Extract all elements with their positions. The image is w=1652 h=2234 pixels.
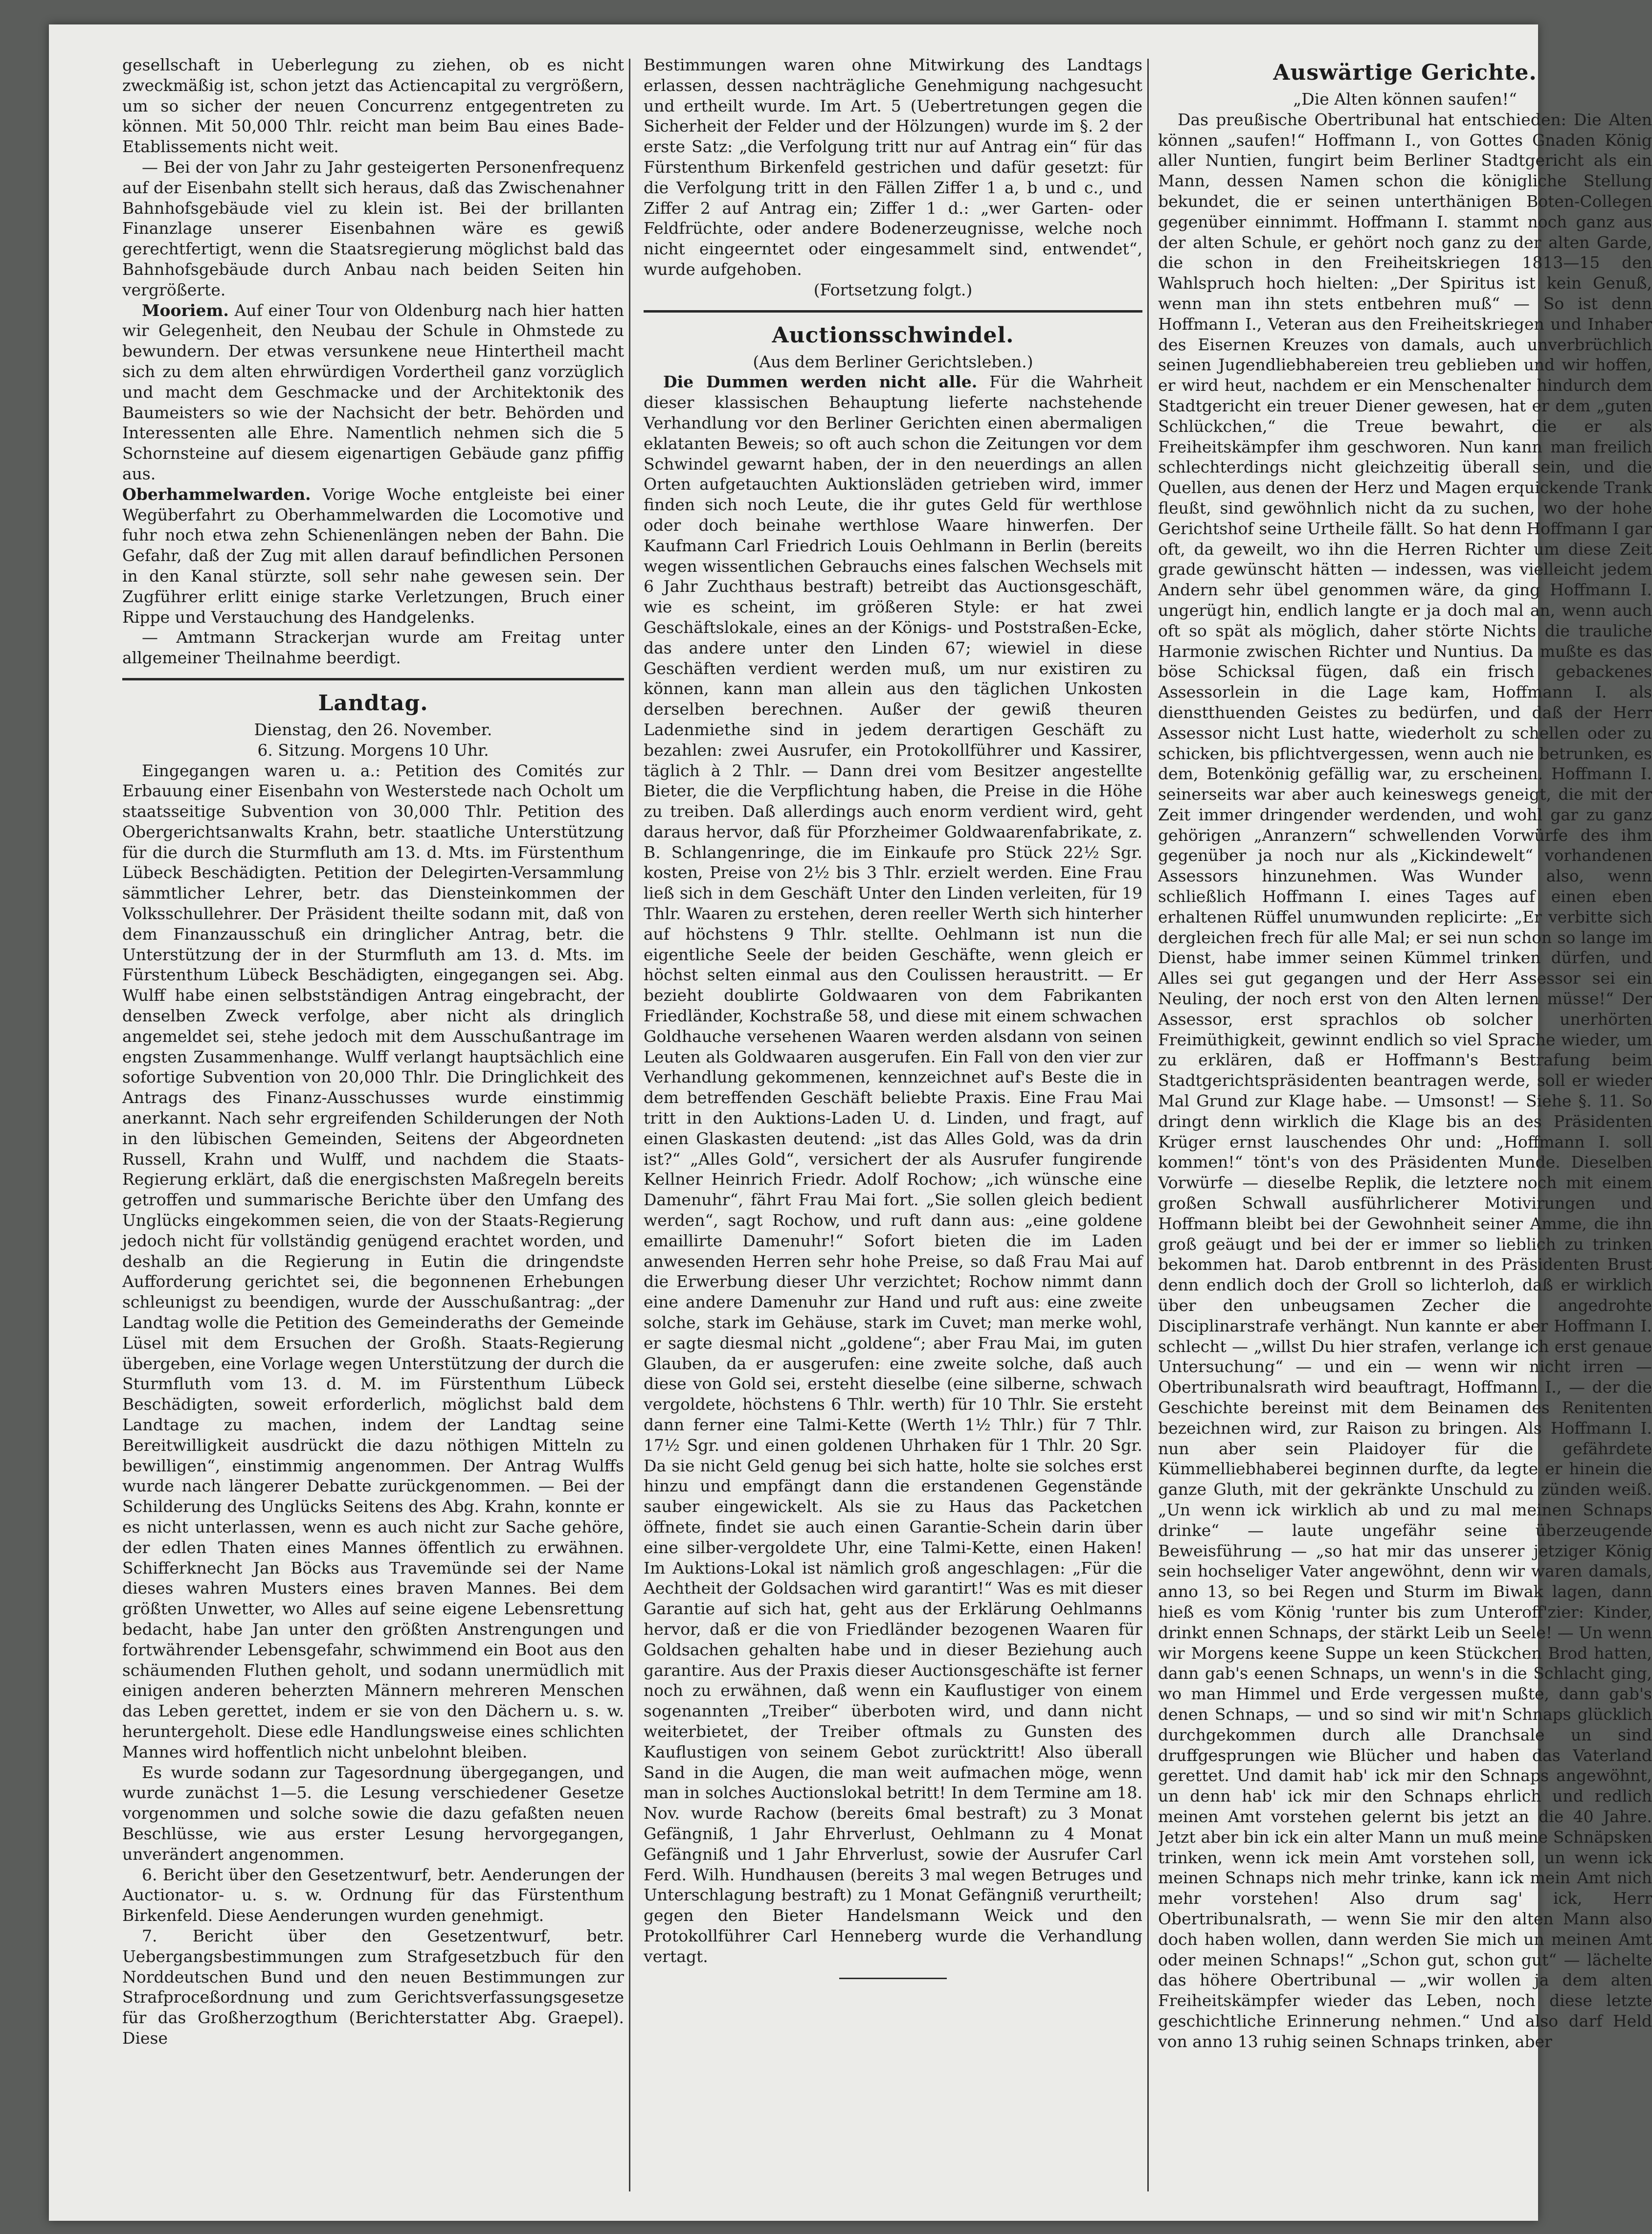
column-right <box>1158 55 1652 2197</box>
article-paragraph: Eingegangen waren u. a.: Petition des Comités zur Erbauung einer Eisenbahn von Westerstede nach Ocholt um staatsseitige Subvention von 30,000 Thlr. Petition des Obergerichtsanwalts Krahn, betr. staatliche Unterstützung für die durch die Sturmfluth am 13. d. Mts. im Fürstenthum Lübeck Beschädigten. Petition der Delegirten-Versammlung sämmtlicher Lehrer, betr. das Diensteinkommen der Volksschullehrer. Der Präsident theilte sodann mit, daß von dem Finanzausschuß ein dringlicher Antrag, betr. die Unterstützung der in der Sturmfluth am 13. d. Mts. im Fürstenthum Lübeck Beschädigten, eingegangen sei. Abg. Wulff habe einen selbstständigen Antrag eingebracht, der denselben Zweck verfolge, aber nicht als dringlich angemeldet sei, stehe jedoch mit dem Ausschußantrage im engsten Zusammenhange. Wulff verlangt hauptsächlich eine sofortige Subvention von 20,000 Thlr. Die Dringlichkeit des Antrags des Finanz-Ausschusses wurde einstimmig anerkannt. Nach sehr ergreifenden Schilderungen der Noth in den lübischen Gemeinden, Seitens der Abgeordneten Russell, Krahn und Wulff, und nachdem die Staats-Regierung erklärt, daß die energischsten Maßregeln bereits getroffen und summarische Berichte über den Umfang des Unglücks eingekommen seien, die von der Staats-Regierung jedoch nicht für vollständig genügend erachtet worden, und deshalb an die Regierung in Eutin die dringendste Aufforderung gerichtet sei, die begonnenen Erhebungen schleunigst zu beendigen, wurde der Ausschußantrag: „der Landtag wolle die Petition des Gemeinderaths der Gemeinde Lüsel mit dem Ersuchen der Großh. Staats-Regierung übergeben, eine Vorlage wegen Unterstützung der durch die Sturmfluth vom 13. d. M. im Fürstenthum Lübeck Beschädigten, soweit erforderlich, möglichst bald dem Landtage zu machen, indem der Landtag seine Bereitwilligkeit ausdrückt die dazu nöthigen Mitteln zu bewilligen“, einstimmig angenommen. Der Antrag Wulffs wurde nach längerer Debatte zurückgenommen. — Bei der Schilderung des Unglücks Seitens des Abg. Krahn, konnte er es nicht unterlassen, wenn es auch nicht zur Sache gehöre, der edlen Thaten eines Mannes öffentlich zu erwähnen. Schifferknecht Jan Böcks aus Travemünde sei der Name dieses wahren Musters eines braven Mannes. Bei dem größten Unwetter, wo Alles auf seine eigene Lebensrettung bedacht, habe Jan unter den größten Anstrengungen und fortwährender Lebensgefahr, schwimmend ein Boot aus den schäumenden Fluthen geholt, und sodann unermüdlich mit einigen anderen beherzten Männern mehreren Menschen das Leben gerettet, indem er sie von den Dächern u. s. w. heruntergeholt. Diese edle Handlungsweise eines schlichten Mannes wird hoffentlich nicht unbelohnt bleiben. <box>122 761 624 1761</box>
place-heading: Oberhammelwarden. <box>122 484 311 504</box>
article-paragraph: — Amtmann Strackerjan wurde am Freitag unter allgemeiner Theilnahme beerdigt. <box>122 628 624 668</box>
newspaper-page <box>49 24 1652 2221</box>
article-paragraph: — Bei der von Jahr zu Jahr gesteigerten Personenfrequenz auf der Eisenbahn stellt sich heraus, daß das Zwischenahner Bahnhofsgebäude viel zu klein ist. Bei der brillanten Finanzlage unserer Eisenbahnen wäre es gewiß gerechtfertigt, wenn die Staatsregierung möglichst bald das Bahnhofsgebäude durch Anbau nach beiden Seiten hin vergrößerte. <box>122 157 624 299</box>
article-paragraph: Die Dummen werden nicht alle. Für die Wahrheit dieser klassischen Behauptung lieferte nachstehende Verhandlung vor den Berliner Gerichten einen abermaligen eklatanten Beweis; so oft auch schon die Zeitungen vor dem Schwindel gewarnt haben, der in den neuerdings an allen Orten aufgetauchten Auktionsläden getrieben wird, immer finden sich noch Leute, die ihr gutes Geld für werthlose oder doch beinahe werthlose Waare hinwerfen. Der Kaufmann Carl Friedrich Louis Oehlmann in Berlin (bereits wegen wissentlichen Gebrauchs eines falschen Wechsels mit 6 Jahr Zuchthaus bestraft) betreibt das Auctionsgeschäft, wie es scheint, im größeren Style: er hat zwei Geschäftslokale, eines an der Königs- und Poststraßen-Ecke, das andere unter den Linden 67; wiewiel in diese Geschäften verdient werden muß, um nur existiren zu können, kann man allein aus den täglichen Unkosten derselben berechnen. Außer der gewiß theuren Ladenmiethe sind in jedem derartigen Geschäft zu bezahlen: zwei Ausrufer, ein Protokollführer und Kassirer, täglich à 2 Thlr. — Dann drei vom Besitzer angestellte Bieter, die die Verpflichtung haben, die Preise in die Höhe zu treiben. Daß allerdings auch enorm verdient wird, geht daraus hervor, daß für Pforzheimer Goldwaarenfabrikate, z. B. Schlangenringe, die im Einkaufe pro Stück 22½ Sgr. kosten, Preise von 2½ bis 3 Thlr. erzielt werden. Eine Frau ließ sich in dem Geschäft Unter den Linden verleiten, für 19 Thlr. Waaren zu erstehen, deren reeller Werth sich hinterher auf höchstens 9 Thlr. stellte. Oehlmann ist nun die eigentliche Seele der beiden Geschäfte, wenn gleich er höchst selten einmal aus den Coulissen heraustritt. — Er bezieht doublirte Goldwaaren von dem Fabrikanten Friedländer, Kochstraße 58, und diese mit einem schwachen Goldhauche versehenen Waaren werden alsdann von seinen Leuten als Goldwaaren ausgerufen. Ein Fall von den vier zur Verhandlung gekommenen, kennzeichnet auf's Beste die in dem betreffenden Geschäft beliebte Praxis. Eine Frau Mai tritt in den Auktions-Laden U. d. Linden, und fragt, auf einen Glaskasten deutend: „ist das Alles Gold, was da drin ist?“ „Alles Gold“, versichert der als Ausrufer fungirende Kellner Heinrich Friedr. Adolf Rochow; „ich wünsche eine Damenuhr“, fährt Frau Mai fort. „Sie sollen gleich bedient werden“, sagt Rochow, und ruft dann aus: „eine goldene emaillirte Damenuhr!“ Sofort bieten die im Laden anwesenden Herren sehr hohe Preise, so daß Frau Mai auf die Erwerbung dieser Uhr verzichtet; Rochow nimmt dann eine andere Damenuhr zur Hand und ruft aus: eine zweite solche, stark im Gehäuse, stark im Cuvet; man merke wohl, er sagte diesmal nicht „goldene“; aber Frau Mai, im guten Glauben, da er ausgerufen: eine zweite solche, daß auch diese von Gold sei, ersteht dieselbe (eine silberne, schwach vergoldete, höchstens 6 Thlr. werth) für 10 Thlr. Sie ersteht dann ferner eine Talmi-Kette (Werth 1½ Thlr.) für 7 Thlr. 17½ Sgr. und einen goldenen Uhrhaken für 1 Thlr. 20 Sgr. Da sie nicht Geld genug bei sich hatte, holte sie solches erst hinzu und empfängt dann die erstandenen Gegenstände sauber eingewickelt. Als sie zu Haus das Packetchen öffnete, findet sie auch einen Garantie-Schein darin über eine silber-vergoldete Uhr, eine Talmi-Kette, einen Haken! Im Auktions-Lokal ist nämlich groß angeschlagen: „Für die Aechtheit der Goldsachen wird garantirt!“ Was es mit dieser Garantie auf sich hat, geht aus der Erklärung Oehlmanns hervor, daß er die von Friedländer bezogenen Waaren für Goldsachen gehalten habe und in dieser Beziehung auch garantire. Aus der Praxis dieser Auctionsgeschäfte ist ferner noch zu erwähnen, daß wenn ein Kauflustiger von einem sogenannten „Treiber“ überboten wird, und dann nicht weiterbietet, der Treiber oftmals zu Gunsten des Kauflustigen von seinem Gebot zurücktritt! Also überall Sand in die Augen, die man weit aufmachen möge, wenn man in solches Auctionslokal betritt! In dem Termine am 18. Nov. wurde Rachow (bereits 6mal bestraft) zu 3 Monat Gefängniß, 1 Jahr Ehrverlust, Oehlmann zu 4 Monat Gefängniß und 1 Jahr Ehrverlust, sowie der Ausrufer Carl Ferd. Wilh. Hundhausen (bereits 3 mal wegen Betruges und Unterschlagung bestraft) zu 1 Monat Gefängniß verurtheilt; gegen den Bieter Handelsmann Weick und den Protokollführer Carl Henneberg wurde die Verhandlung vertagt. <box>644 372 1142 1966</box>
section-divider <box>644 310 1142 313</box>
session-date: Dienstag, den 26. November. <box>254 720 492 739</box>
end-divider <box>839 1978 947 1979</box>
section-heading-auctionsschwindel: Auctionsschwindel. <box>772 322 1014 348</box>
article-paragraph: Oberhammelwarden. Vorige Woche entgleiste bei einer Wegüberfahrt zu Oberhammelwarden die Locomotive und fuhr noch etwa zehn Schienenlängen neben der Bahn. Die Gefahr, daß der Zug mit allen darauf befindlichen Personen in den Kanal stürzte, soll sehr nahe gewesen sein. Der Zugführer erlitt einige starke Verletzungen, Bruch einer Rippe und Verstauchung des Handgelenks. <box>122 484 624 627</box>
article-paragraph: Mooriem. Auf einer Tour von Oldenburg nach hier hatten wir Gelegenheit, den Neubau der Schule in Ohmstede zu bewundern. Der etwas versunkene neue Hintertheil macht sich zu dem alten ehrwürdigen Vordertheil ganz vorzüglich und macht dem Geschmacke und der Architektonik des Baumeisters so wie der Nachsicht der betr. Behörden und Interessenten alle Ehre. Namentlich nehmen sich die 5 Schornsteine auf diesem eigenartigen Gebäude ganz pfiffig aus. <box>122 300 624 483</box>
column-left <box>122 55 624 2197</box>
column-rule <box>629 59 630 2191</box>
section-subheading: (Aus dem Berliner Gerichtsleben.) <box>753 352 1033 371</box>
continuation-note: (Fortsetzung folgt.) <box>813 280 973 299</box>
section-subheading: „Die Alten können saufen!“ <box>1293 90 1517 109</box>
article-paragraph: Es wurde sodann zur Tagesordnung übergegangen, und wurde zunächst 1—5. die Lesung verschiedener Gesetze vorgenommen und solche sowie die dazu gefaßten neuen Beschlüsse, wie aus erster Lesung hervorgegangen, unverändert angenommen. <box>122 1762 624 1864</box>
section-heading-auswaertige-gerichte: Auswärtige Gerichte. <box>1273 60 1537 85</box>
article-paragraph: Das preußische Obertribunal hat entschieden: Die Alten können „saufen!“ Hoffmann I., von Gottes Gnaden König aller Nuntien, fungirt beim Berliner Stadtgericht als ein Mann, dessen Namen schon die königliche Stellung bekundet, die er seinen unterthänigen Boten-Collegen gegenüber einnimmt. Hoffmann I. stammt noch ganz aus der alten Schule, er gehört noch ganz zu der alten Garde, die schon in den Freiheitskriegen 1813—15 den Wahlspruch hoch hielten: „Der Spiritus ist kein Genuß, wenn man ihn stets entbehren muß“ — So ist denn Hoffmann I., Veteran aus den Freiheitskriegen und Inhaber des Eisernen Kreuzes von damals, auch unverbrüchlich seinen Jugendliebhabereien treu geblieben und wir hoffen, er wird heut, nachdem er ein Menschenalter hindurch dem Stadtgericht ein treuer Diener gewesen, hat er dem „guten Schlückchen,“ die Treue bewahrt, die er als Freiheitskämpfer ihm geschworen. Nun kann man freilich schlechterdings nicht gleichzeitig überall sein, und die Quellen, aus denen der Herz und Magen erquickende Trank fleußt, sind gewöhnlich nicht da zu suchen, wo der hohe Gerichtshof seine Urtheile fällt. So hat denn Hoffmann I gar oft, da geweilt, wo ihn die Herren Richter um diese Zeit grade gewünscht hätten — indessen, was vielleicht jedem Andern sehr übel genommen wäre, da ging Hoffmann I. ungerügt hin, endlich langte er ja doch mal an, wenn auch oft so spät als möglich, daher störte Nichts die trauliche Harmonie zwischen Richter und Nuntius. Da mußte es das böse Schicksal fügen, daß ein frisch gebackenes Assessorlein in die Lage kam, Hoffmann I. als dienstthuenden Geistes zu bedürfen, und daß der Herr Assessor nicht Lust hatte, wiederholt zu schellen oder zu schicken, bis pflichtvergessen, wenn auch nie betrunken, es dem, Botenkönig gefällig war, zu erscheinen. Hoffmann I. seinerseits war aber auch keineswegs geneigt, die mit der Zeit immer dringender werdenden, und wohl gar zu ganz gehörigen „Anranzern“ schwellenden Vorwürfe des ihm gegenüber ja noch nur als „Kickindewelt“ vorhandenen Assessors hinzunehmen. Was Wunder also, wenn schließlich Hoffmann I. eines Tages auf einen eben erhaltenen Rüffel unumwunden replicirte: „Er verbitte sich dergleichen frech für alle Mal; er sei nun schon so lange im Dienst, habe immer seinen Kümmel trinken dürfen, und Alles sei gut gegangen und der Herr Assessor sei ein Neuling, der noch erst von den Alten lernen müsse!“ Der Assessor, erst sprachlos ob solcher unerhörten Freimüthigkeit, gewinnt endlich so viel Sprache wieder, um zu erklären, daß er Hoffmann's Bestrafung beim Stadtgerichtspräsidenten beantragen werde, soll er wieder Mal Grund zur Klage habe. — Umsonst! — Siehe §. 11. So dringt denn wirklich die Klage bis an des Präsidenten Krüger ernst lauschendes Ohr und: „Hoffmann I. soll kommen!“ tönt's von des Präsidenten Munde. Dieselben Vorwürfe — dieselbe Replik, die letztere noch mit einem großen Schwall ausführlicherer Motivirungen und Hoffmann bleibt bei der Gewohnheit seiner Amme, die ihn groß geäugt und bei der er immer so lieblich zu trinken bekommen hat. Darob entbrennt in des Präsidenten Brust denn endlich doch der Groll so lichterloh, daß er wirklich über den unbeugsamen Zecher die angedrohte Disciplinarstrafe verhängt. Nun kannte er aber Hoffmann I. schlecht — „willst Du hier strafen, verlange ich erst genaue Untersuchung“ — und ein — wenn wir nicht irren — Obertribunalsrath wird beauftragt, Hoffmann I., — der die Geschichte bereinst mit dem Beinamen des Renitenten bezeichnen wird, zur Raison zu bringen. Als Hoffmann I. nun aber sein Plaidoyer für die gefährdete Kümmelliebhaberei beginnen durfte, da legte er hinein die ganze Gluth, mit der gekränkte Unschuld zu zünden weiß. „Un wenn ick wirklich ab und zu mal meinen Schnaps drinke“ — laute ungefähr seine überzeugende Beweisführung — „so hat mir das unserer jetziger König sein hochseliger Vater angewöhnt, denn wir waren damals, anno 13, so bei Regen und Sturm im Biwak lagen, dann hieß es vom König 'runter bis zum Unteroff'zier: Kinder, drinkt ennen Schnaps, der stärkt Leib un Seele! — Un wenn wir Morgens keene Suppe un keen Stückchen Brod hatten, dann gab's eenen Schnaps, un wenn's in die Schlacht ging, wo man Himmel und Erde vergessen mußte, dann gab's denen Schnaps, — und so sind wir mit'n Schnaps glücklich durchgekommen durch alle Dranchsale un sind druffgesprungen wie Blücher und haben das Vaterland gerettet. Und damit hab' ick mir den Schnaps angewöhnt, un denn hab' ick mir den Schnaps ehrlich und redlich meinen Amt vorstehen gelernt bis jetzt an die 40 Jahre. Jetzt aber bin ick ein alter Mann un muß meine Schnäpsken trinken, wenn ick mein Amt vorstehen soll, un wenn ick meinen Schnaps nich mehr trinke, kann ick mein Amt nich mehr vorstehen! Also drum sag' ick, Herr Obertribunalsrath, — wenn Sie mir den alten Mann also doch haben wollen, dann werden Sie mich un meinen Amt oder meinen Schnaps!“ „Schon gut, schon gut“ — lächelte das höhere Obertribunal — „wir wollen ja dem alten Freiheitskämpfer wieder das Leben, noch diese letzte geschichtliche Erinnerung nehmen.“ Und also darf Held von anno 13 ruhig seinen Schnaps trinken, aber <box>1158 110 1652 2051</box>
section-divider <box>122 678 624 680</box>
column-rule <box>1147 59 1149 2191</box>
lead-phrase: Die Dummen werden nicht alle. <box>663 372 978 392</box>
place-heading: Mooriem. <box>142 300 229 320</box>
article-paragraph: 6. Bericht über den Gesetzentwurf, betr. Aenderungen der Auctionator- u. s. w. Ordnung für das Fürstenthum Birkenfeld. Diese Aenderungen wurden genehmigt. <box>122 1865 624 1925</box>
section-heading-landtag: Landtag. <box>318 690 428 716</box>
article-paragraph: Bestimmungen waren ohne Mitwirkung des Landtags erlassen, dessen nachträgliche Genehmigung nachgesucht und ertheilt wurde. Im Art. 5 (Uebertretungen gegen die Sicherheit der Felder und der Hölzungen) wurde im §. 2 der erste Satz: „die Verfolgung tritt nur auf Antrag ein“ für das Fürstenthum Birkenfeld gestrichen und dafür gesetzt: für die Verfolgung tritt in den Fällen Ziffer 1 a, b und c., und Ziffer 2 auf Antrag ein; Ziffer 1 d.: „wer Garten- oder Feldfrüchte, oder andere Bodenerzeugnisse, welche noch nicht eingeerntet oder eingesammelt sind, entwendet“, wurde aufgehoben. <box>644 55 1142 279</box>
article-paragraph: gesellschaft in Ueberlegung zu ziehen, ob es nicht zweckmäßig ist, schon jetzt das Actiencapital zu vergrößern, um so sicher der neuen Concurrenz entgegentreten zu können. Mit 50,000 Thlr. reicht man beim Bau eines Bade-Etablissements nicht weit. <box>122 55 624 157</box>
session-number: 6. Sitzung. Morgens 10 Uhr. <box>257 740 489 760</box>
article-paragraph: 7. Bericht über den Gesetzentwurf, betr. Uebergangsbestimmungen zum Strafgesetzbuch für den Norddeutschen Bund und den neuen Bestimmungen zur Strafproceßordnung und zum Gerichtsverfassungsgesetze für das Großherzogthum (Berichterstatter Abg. Graepel). Diese <box>122 1926 624 2048</box>
column-middle <box>644 55 1142 2197</box>
